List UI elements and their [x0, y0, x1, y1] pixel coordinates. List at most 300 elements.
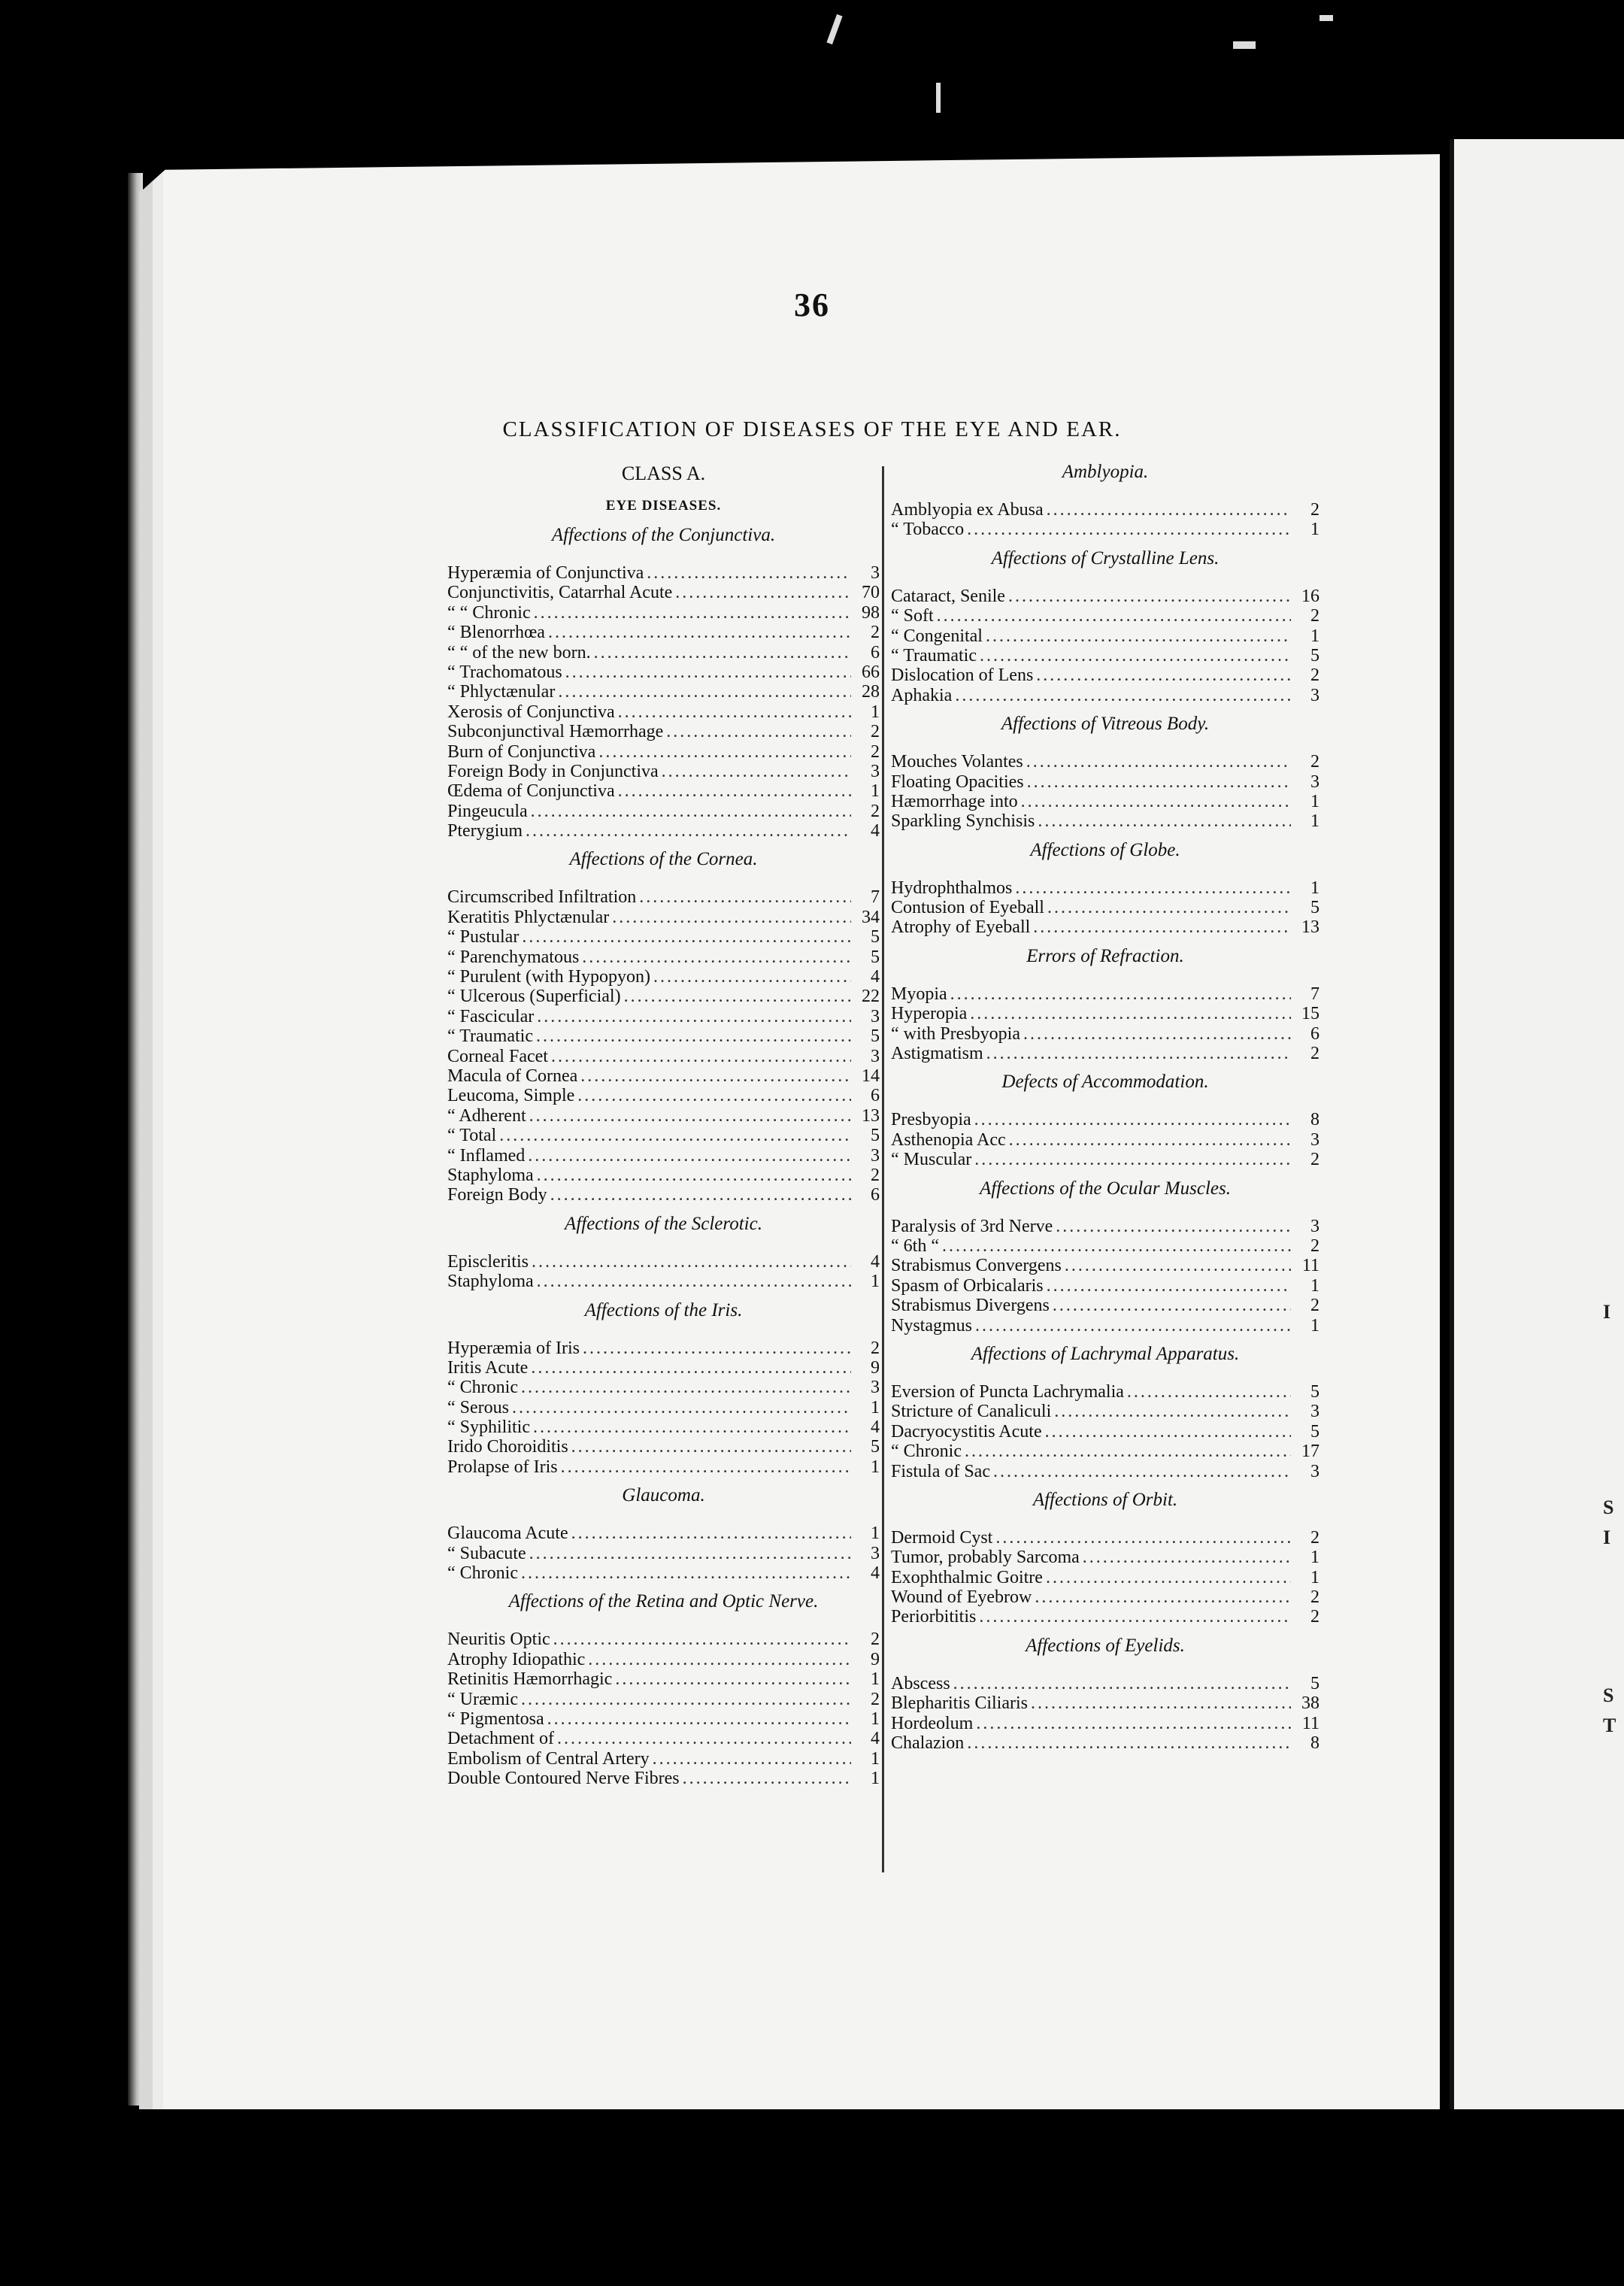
disease-entry — [447, 1106, 880, 1126]
disease-entry — [447, 1378, 880, 1397]
case-count: 1 — [1310, 520, 1320, 540]
disease-entry — [447, 662, 880, 682]
disease-name: Exophthalmic Goitre — [891, 1567, 1043, 1587]
case-count: 1 — [1310, 791, 1320, 811]
right-column — [891, 462, 1320, 1753]
case-count: 22 — [862, 987, 880, 1007]
dot-leader — [1065, 1256, 1291, 1275]
disease-entry — [447, 742, 880, 762]
disease-entry — [447, 1047, 880, 1066]
dot-leader — [612, 908, 851, 927]
dot-leader — [1054, 1402, 1291, 1421]
disease-name: “ Subacute — [447, 1543, 526, 1563]
case-count: 3 — [1310, 1461, 1320, 1481]
disease-name: Episcleritis — [447, 1251, 529, 1272]
disease-section — [891, 714, 1320, 832]
case-count: 5 — [871, 1437, 880, 1457]
disease-name: Strabismus Divergens — [891, 1296, 1050, 1316]
disease-name: Fistula of Sac — [891, 1461, 990, 1481]
disease-name: Dermoid Cyst — [891, 1527, 993, 1548]
disease-entry — [891, 1402, 1320, 1421]
dot-leader — [580, 1066, 851, 1086]
case-count: 2 — [1310, 1296, 1320, 1316]
disease-name: Strabismus Convergens — [891, 1256, 1062, 1276]
case-count: 3 — [871, 1006, 880, 1026]
dot-leader — [1047, 898, 1291, 917]
disease-name: Paralysis of 3rd Nerve — [891, 1216, 1053, 1236]
case-count: 98 — [862, 602, 880, 623]
dot-leader — [598, 742, 851, 762]
disease-section — [891, 1636, 1320, 1754]
disease-entry — [447, 1086, 880, 1105]
disease-entry — [891, 1714, 1320, 1733]
dot-leader — [565, 662, 851, 682]
disease-name: “ Blenorrhœa — [447, 623, 545, 643]
disease-entry — [891, 1044, 1320, 1063]
case-count: 8 — [1310, 1733, 1320, 1754]
case-count: 17 — [1301, 1442, 1320, 1462]
case-count: 28 — [862, 682, 880, 702]
disease-entry — [891, 984, 1320, 1004]
disease-entry — [891, 1236, 1320, 1256]
case-count: 13 — [1301, 917, 1320, 938]
case-count: 8 — [1310, 1110, 1320, 1130]
disease-name: Sparkling Synchisis — [891, 811, 1035, 832]
case-count: 2 — [1310, 1044, 1320, 1064]
disease-name: Tumor, probably Sarcoma — [891, 1548, 1080, 1568]
disease-name: Hæmorrhage into — [891, 791, 1018, 811]
dot-leader — [639, 887, 851, 907]
disease-entry — [447, 1749, 880, 1769]
dot-leader — [558, 682, 851, 702]
disease-name: Corneal Facet — [447, 1046, 548, 1066]
section-heading: Affections of Vitreous Body. — [1001, 714, 1210, 735]
disease-entry — [447, 1544, 880, 1563]
section-heading: Amblyopia. — [1062, 462, 1149, 482]
case-count: 4 — [871, 967, 880, 987]
section-heading: Affections of Eyelids. — [1026, 1635, 1185, 1656]
disease-entry — [891, 500, 1320, 520]
disease-name: Hyperæmia of Iris — [447, 1338, 580, 1358]
dot-leader — [521, 1690, 851, 1709]
case-count: 7 — [871, 887, 880, 908]
dot-leader — [521, 1378, 851, 1397]
dot-leader — [594, 643, 851, 662]
disease-entry — [447, 762, 880, 781]
case-count: 3 — [1310, 1402, 1320, 1422]
disease-name: Eversion of Puncta Lachrymalia — [891, 1381, 1124, 1402]
disease-name: Burn of Conjunctiva — [447, 741, 596, 762]
disease-entry — [891, 587, 1320, 606]
disease-section — [447, 1301, 880, 1478]
case-count: 3 — [871, 563, 880, 583]
disease-entry — [891, 1296, 1320, 1315]
disease-entry — [891, 626, 1320, 646]
case-count: 1 — [1310, 1315, 1320, 1336]
dot-leader — [1127, 1382, 1291, 1402]
disease-name: Nystagmus — [891, 1315, 972, 1336]
disease-name: “ Traumatic — [447, 1026, 533, 1047]
dot-leader — [683, 1769, 851, 1788]
section-title: EYE DISEASES. — [605, 498, 722, 514]
dot-leader — [553, 1630, 851, 1649]
column-divider — [882, 466, 884, 1872]
disease-entry — [447, 1146, 880, 1166]
disease-name: “ Pustular — [447, 927, 520, 947]
disease-name: Abscess — [891, 1673, 950, 1693]
dot-leader — [521, 1563, 851, 1583]
disease-section — [891, 1072, 1320, 1169]
disease-entry — [447, 887, 880, 907]
dot-leader — [995, 1528, 1291, 1548]
case-count: 2 — [871, 801, 880, 821]
case-count: 1 — [1310, 811, 1320, 832]
disease-name: Iritis Acute — [447, 1357, 529, 1378]
case-count: 2 — [1310, 1607, 1320, 1627]
case-count: 2 — [1310, 606, 1320, 626]
margin-mark: I — [1603, 1527, 1611, 1548]
disease-entry — [891, 752, 1320, 772]
dot-leader — [1056, 1217, 1291, 1236]
dot-leader — [531, 802, 851, 821]
disease-entry — [891, 1256, 1320, 1275]
disease-entry — [447, 927, 880, 947]
disease-entry — [447, 1166, 880, 1185]
disease-name: Œdema of Conjunctiva — [447, 781, 615, 802]
disease-entry — [891, 772, 1320, 792]
disease-name: Atrophy Idiopathic — [447, 1649, 586, 1669]
dot-leader — [1009, 1130, 1291, 1150]
disease-entry — [891, 792, 1320, 811]
disease-entry — [891, 1316, 1320, 1336]
case-count: 1 — [871, 1272, 880, 1292]
disease-name: “ Congenital — [891, 626, 983, 646]
disease-entry — [447, 1252, 880, 1272]
disease-section — [891, 1490, 1320, 1627]
case-count: 1 — [1310, 1567, 1320, 1587]
disease-entry — [447, 1523, 880, 1543]
dot-leader — [986, 1044, 1291, 1063]
disease-name: Circumscribed Infiltration — [447, 887, 637, 908]
disease-entry — [891, 1422, 1320, 1442]
disease-name: Periorbititis — [891, 1607, 977, 1627]
case-count: 5 — [1310, 1421, 1320, 1442]
disease-entry — [447, 1769, 880, 1788]
case-count: 2 — [871, 722, 880, 742]
dot-leader — [970, 1004, 1291, 1023]
disease-name: Keratitis Phlyctænular — [447, 907, 610, 927]
case-count: 2 — [871, 741, 880, 762]
margin-mark: S — [1603, 1496, 1614, 1518]
disease-entry — [891, 665, 1320, 685]
disease-section — [891, 841, 1320, 938]
disease-entry — [447, 987, 880, 1006]
disease-section — [891, 1345, 1320, 1481]
disease-name: Pterygium — [447, 821, 523, 841]
disease-name: Presbyopia — [891, 1110, 971, 1130]
disease-name: “ Syphilitic — [447, 1417, 530, 1438]
disease-name: Blepharitis Ciliaris — [891, 1693, 1028, 1714]
disease-name: Astigmatism — [891, 1044, 983, 1064]
dot-leader — [533, 1417, 851, 1437]
disease-name: “ Chronic — [447, 1378, 518, 1398]
disease-entry — [447, 1563, 880, 1583]
case-count: 1 — [1310, 626, 1320, 646]
dot-leader — [937, 606, 1291, 626]
case-count: 5 — [1310, 898, 1320, 918]
disease-entry — [891, 1693, 1320, 1713]
class-title: CLASS A. — [621, 462, 706, 484]
case-count: 2 — [1310, 1527, 1320, 1548]
case-count: 3 — [1310, 685, 1320, 705]
disease-name: Foreign Body in Conjunctiva — [447, 761, 659, 781]
dot-leader — [662, 762, 851, 781]
disease-entry — [447, 603, 880, 623]
disease-section — [447, 1486, 880, 1583]
disease-name: Prolapse of Iris — [447, 1457, 558, 1477]
dot-leader — [675, 583, 851, 602]
disease-entry — [447, 1630, 880, 1649]
case-count: 6 — [871, 642, 880, 662]
disease-entry — [447, 1272, 880, 1291]
disease-entry — [891, 1548, 1320, 1567]
section-heading: Affections of the Iris. — [584, 1299, 743, 1320]
case-count: 3 — [871, 1543, 880, 1563]
dot-leader — [571, 1523, 851, 1543]
page-number: 36 — [794, 287, 830, 323]
dot-leader — [550, 1185, 851, 1205]
disease-entry — [447, 1709, 880, 1729]
disease-entry — [447, 583, 880, 602]
dot-leader — [950, 984, 1291, 1004]
disease-entry — [891, 1462, 1320, 1481]
dot-leader — [531, 1358, 851, 1378]
disease-name: Dislocation of Lens — [891, 665, 1034, 686]
disease-name: “ Tobacco — [891, 520, 965, 540]
dot-leader — [561, 1457, 851, 1477]
case-count: 2 — [1310, 500, 1320, 520]
disease-name: Asthenopia Acc — [891, 1129, 1006, 1150]
disease-name: Atrophy of Eyeball — [891, 917, 1031, 938]
disease-name: Mouches Volantes — [891, 752, 1023, 772]
dot-leader — [624, 987, 851, 1006]
case-count: 7 — [1310, 984, 1320, 1004]
disease-entry — [891, 1733, 1320, 1753]
case-count: 9 — [871, 1649, 880, 1669]
section-heading: Affections of the Retina and Optic Nerve. — [508, 1591, 819, 1612]
case-count: 3 — [871, 1378, 880, 1398]
case-count: 4 — [871, 1251, 880, 1272]
disease-name: Xerosis of Conjunctiva — [447, 702, 615, 722]
disease-entry — [447, 781, 880, 801]
disease-entry — [891, 646, 1320, 665]
case-count: 2 — [1310, 1150, 1320, 1170]
disease-name: “ Soft — [891, 606, 934, 626]
disease-name: Macula of Cornea — [447, 1066, 578, 1086]
disease-name: Hyperæmia of Conjunctiva — [447, 563, 644, 583]
case-count: 5 — [1310, 1673, 1320, 1693]
section-heading: Errors of Refraction. — [1026, 945, 1184, 966]
disease-name: Hordeolum — [891, 1713, 974, 1733]
disease-name: Leucoma, Simple — [447, 1086, 575, 1106]
dot-leader — [571, 1437, 851, 1457]
dot-leader — [522, 927, 851, 947]
disease-section — [891, 462, 1320, 540]
disease-section — [891, 1179, 1320, 1336]
case-count: 4 — [871, 821, 880, 841]
disease-entry — [891, 686, 1320, 705]
disease-name: “ “ of the new born. — [447, 642, 591, 662]
disease-entry — [891, 1276, 1320, 1296]
disease-name: Aphakia — [891, 685, 953, 705]
dot-leader — [547, 1709, 851, 1729]
case-count: 11 — [1301, 1713, 1320, 1733]
disease-entry — [447, 1007, 880, 1026]
disease-name: Pingeucula — [447, 801, 528, 821]
dot-leader — [979, 1607, 1291, 1627]
case-count: 66 — [862, 662, 880, 682]
section-heading: Affections of Lachrymal Apparatus. — [971, 1343, 1240, 1364]
disease-entry — [447, 1185, 880, 1205]
disease-name: Staphyloma — [447, 1272, 534, 1292]
case-count: 4 — [871, 1563, 880, 1584]
disease-name: Conjunctivitis, Catarrhal Acute — [447, 583, 673, 603]
disease-name: “ Inflamed — [447, 1145, 526, 1166]
dot-leader — [618, 702, 851, 722]
case-count: 1 — [1310, 878, 1320, 898]
dot-leader — [1038, 811, 1291, 831]
dot-leader — [986, 626, 1291, 646]
disease-name: Chalazion — [891, 1733, 965, 1754]
dot-leader — [615, 1669, 851, 1689]
case-count: 4 — [871, 1417, 880, 1438]
disease-name: “ “ Chronic — [447, 602, 531, 623]
disease-entry — [447, 947, 880, 967]
case-count: 1 — [871, 702, 880, 722]
disease-name: Embolism of Central Artery — [447, 1748, 650, 1769]
disease-entry — [447, 1126, 880, 1145]
case-count: 5 — [871, 1026, 880, 1047]
dot-leader — [974, 1110, 1291, 1129]
case-count: 3 — [1310, 772, 1320, 792]
dot-leader — [1026, 752, 1291, 772]
disease-name: “ Fascicular — [447, 1006, 535, 1026]
dot-leader — [647, 563, 851, 583]
disease-name: “ Trachomatous — [447, 662, 562, 682]
case-count: 5 — [871, 947, 880, 967]
section-heading: Affections of the Ocular Muscles. — [980, 1178, 1231, 1199]
dot-leader — [1008, 587, 1291, 606]
disease-entry — [891, 1587, 1320, 1607]
case-count: 9 — [871, 1357, 880, 1378]
case-count: 1 — [1310, 1548, 1320, 1568]
margin-mark: S — [1603, 1684, 1614, 1706]
disease-section — [447, 850, 880, 1205]
disease-name: Glaucoma Acute — [447, 1523, 568, 1544]
disease-name: Staphyloma — [447, 1165, 534, 1185]
dot-leader — [1031, 1693, 1291, 1713]
dot-leader — [967, 1733, 1291, 1753]
margin-mark: I — [1603, 1301, 1611, 1323]
disease-entry — [447, 623, 880, 642]
disease-name: Stricture of Canaliculi — [891, 1402, 1052, 1422]
dot-leader — [1021, 792, 1291, 811]
disease-name: “ Ulcerous (Superficial) — [447, 987, 621, 1007]
disease-entry — [891, 1024, 1320, 1044]
dot-leader — [1053, 1296, 1291, 1315]
case-count: 14 — [862, 1066, 880, 1086]
dot-leader — [653, 967, 851, 987]
dot-leader — [548, 623, 851, 642]
dot-leader — [953, 1674, 1291, 1693]
case-count: 3 — [1310, 1216, 1320, 1236]
dot-leader — [965, 1442, 1291, 1461]
disease-name: “ Phlyctænular — [447, 682, 556, 702]
dot-leader — [1045, 1422, 1291, 1442]
case-count: 2 — [871, 1165, 880, 1185]
disease-entry — [891, 1607, 1320, 1627]
disease-name: Double Contoured Nerve Fibres — [447, 1769, 680, 1789]
disease-entry — [891, 1217, 1320, 1236]
disease-entry — [447, 821, 880, 841]
disease-section — [891, 549, 1320, 705]
dot-leader — [532, 1252, 851, 1272]
case-count: 1 — [871, 1769, 880, 1789]
disease-entry — [891, 1150, 1320, 1169]
disease-entry — [447, 1026, 880, 1046]
case-count: 1 — [871, 1708, 880, 1729]
case-count: 2 — [871, 1689, 880, 1709]
case-count: 16 — [1301, 586, 1320, 606]
case-count: 34 — [862, 907, 880, 927]
disease-name: “ Adherent — [447, 1105, 526, 1126]
dot-leader — [1083, 1548, 1291, 1567]
disease-name: “ Parenchymatous — [447, 947, 580, 967]
disease-entry — [447, 702, 880, 722]
case-count: 38 — [1301, 1693, 1320, 1714]
disease-name: “ Muscular — [891, 1150, 972, 1170]
disease-name: Irido Choroiditis — [447, 1437, 568, 1457]
dot-leader — [529, 1544, 851, 1563]
disease-entry — [447, 563, 880, 583]
dot-leader — [976, 1714, 1291, 1733]
dot-leader — [980, 646, 1291, 665]
section-heading: Glaucoma. — [622, 1485, 705, 1506]
disease-name: Subconjunctival Hæmorrhage — [447, 722, 664, 742]
disease-name: Spasm of Orbicalaris — [891, 1275, 1044, 1296]
disease-entry — [447, 967, 880, 987]
disease-entry — [447, 908, 880, 927]
section-heading: Affections of Orbit. — [1032, 1489, 1178, 1510]
dot-leader — [1046, 1568, 1291, 1587]
case-count: 2 — [1310, 665, 1320, 686]
disease-entry — [891, 898, 1320, 917]
disease-entry — [447, 643, 880, 662]
disease-entry — [447, 1690, 880, 1709]
disease-name: “ with Presbyopia — [891, 1023, 1020, 1044]
case-count: 4 — [871, 1729, 880, 1749]
disease-entry — [891, 1442, 1320, 1461]
dot-leader — [582, 947, 851, 967]
case-count: 1 — [871, 1457, 880, 1477]
disease-entry — [891, 1528, 1320, 1548]
disease-name: Cataract, Senile — [891, 586, 1005, 606]
case-count: 1 — [871, 1523, 880, 1544]
dot-leader — [577, 1086, 851, 1105]
case-count: 3 — [871, 1046, 880, 1066]
dot-leader — [537, 1007, 851, 1026]
disease-entry — [447, 1650, 880, 1669]
